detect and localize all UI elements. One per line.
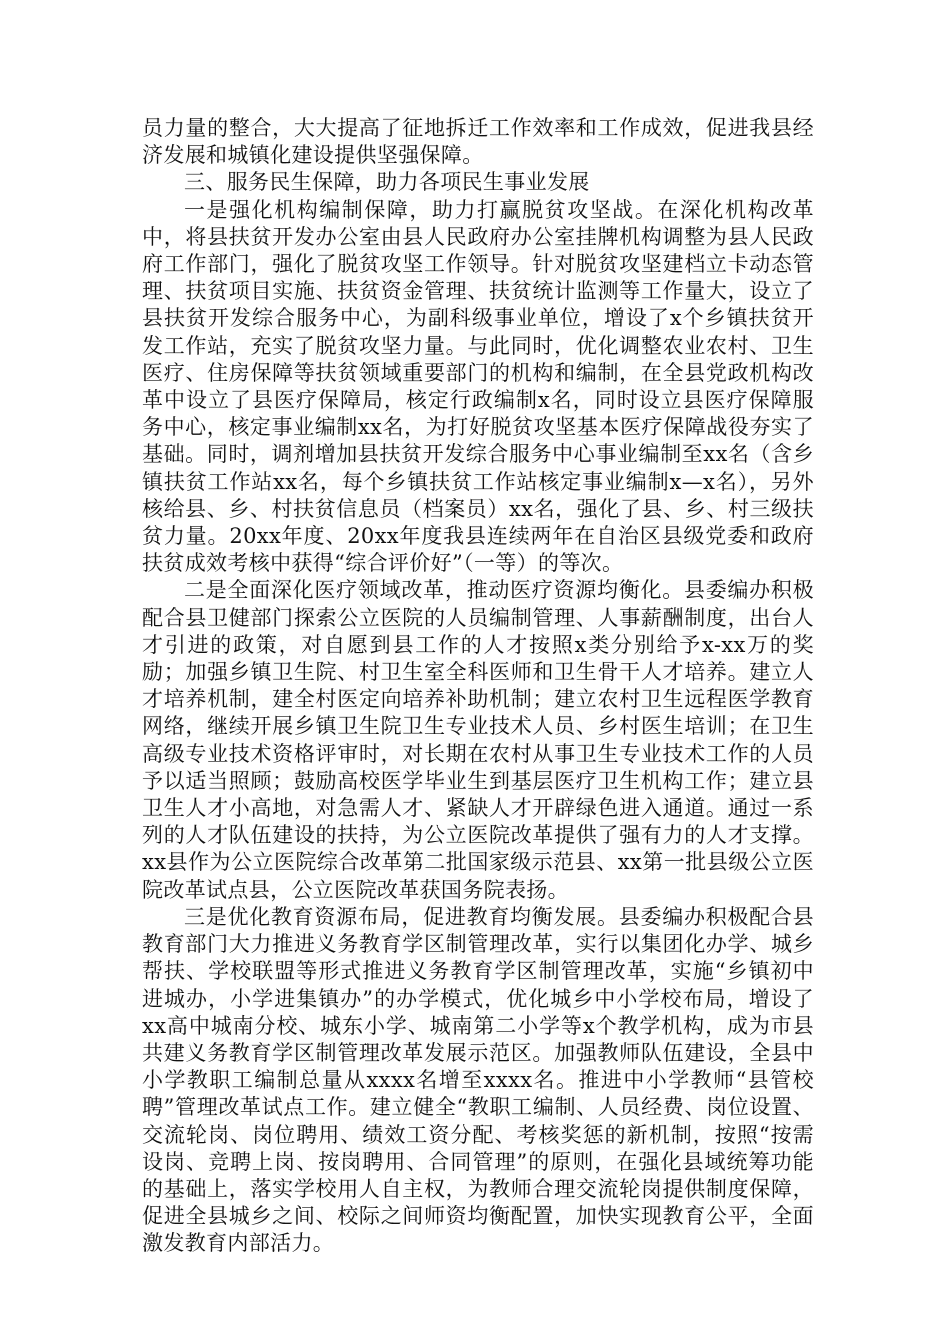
paragraph-continuation: 员力量的整合，大大提高了征地拆迁工作效率和工作成效，促进我县经济发展和城镇化建设提供坚强保障。 [142, 116, 814, 168]
document-body [142, 115, 814, 1258]
section-heading: 三、服务民生保障，助力各项民生事业发展 [184, 170, 590, 195]
paragraph-education-reform: 三是优化教育资源布局，促进教育均衡发展。县委编办积极配合县教育部门大力推进义务教育学区制管理改革，实行以集团化办学、城乡帮扶、学校联盟等形式推进义务教育学区制管理改革，实施“乡镇初中进城办，小学进集镇办”的办学模式，优化城乡中小学校布局，增设了xx高中城南分校、城东小学、城南第二小学等x个教学机构，成为市县共建义务教育学区制管理改革发展示范区。加强教师队伍建设，全县中小学教职工编制总量从xxxx名增至xxxx名。推进中小学教师“县管校聘”管理改革试点工作。建立健全“教职工编制、人员经费、岗位设置、交流轮岗、岗位聘用、绩效工资分配、考核奖惩的新机制，按照“按需设岗、竞聘上岗、按岗聘用、合同管理”的原则，在强化县域统筹功能的基础上，落实学校用人自主权，为教师合理交流轮岗提供制度保障，促进全县城乡之间、校际之间师资均衡配置，加快实现教育公平，全面激发教育内部活力。 [142, 904, 814, 1256]
paragraph-medical-reform: 二是全面深化医疗领域改革，推动医疗资源均衡化。县委编办积极配合县卫健部门探索公立医院的人员编制管理、人事薪酬制度，出台人才引进的政策，对自愿到县工作的人才按照x类分别给予x-xx万的奖励；加强乡镇卫生院、村卫生室全科医师和卫生骨干人才培养。建立人才培养机制，建全村医定向培养补助机制；建立农村卫生远程医学教育网络，继续开展乡镇卫生院卫生专业技术人员、乡村医生培训；在卫生高级专业技术资格评审时，对长期在农村从事卫生专业技术工作的人员予以适当照顾；鼓励高校医学毕业生到基层医疗卫生机构工作；建立县卫生人才小高地，对急需人才、紧缺人才开辟绿色进入通道。通过一系列的人才队伍建设的扶持，为公立医院改革提供了强有力的人才支撑。xx县作为公立医院综合改革第二批国家级示范县、xx第一批县级公立医院改革试点县，公立医院改革获国务院表扬。 [142, 578, 814, 902]
paragraph-poverty-alleviation: 一是强化机构编制保障，助力打赢脱贫攻坚战。在深化机构改革中，将县扶贫开发办公室由县人民政府办公室挂牌机构调整为县人民政府工作部门，强化了脱贫攻坚工作领导。针对脱贫攻坚建档立卡动态管理、扶贫项目实施、扶贫资金管理、扶贫统计监测等工作量大，设立了县扶贫开发综合服务中心，为副科级事业单位，增设了x个乡镇扶贫开发工作站，充实了脱贫攻坚力量。与此同时，优化调整农业农村、卫生医疗、住房保障等扶贫领域重要部门的机构和编制，在全县党政机构改革中设立了县医疗保障局，核定行政编制x名，同时设立县医疗保障服务中心，核定事业编制xx名，为打好脱贫攻坚基本医疗保障战役夯实了基础。同时，调剂增加县扶贫开发综合服务中心事业编制至xx名（含乡镇扶贫工作站xx名，每个乡镇扶贫工作站核定事业编制x—x名），另外核给县、乡、村扶贫信息员（档案员）xx名，强化了县、乡、村三级扶贫力量。20xx年度、20xx年度我县连续两年在自治区县级党委和政府扶贫成效考核中获得“综合评价好”（一等）的等次。 [142, 197, 814, 576]
